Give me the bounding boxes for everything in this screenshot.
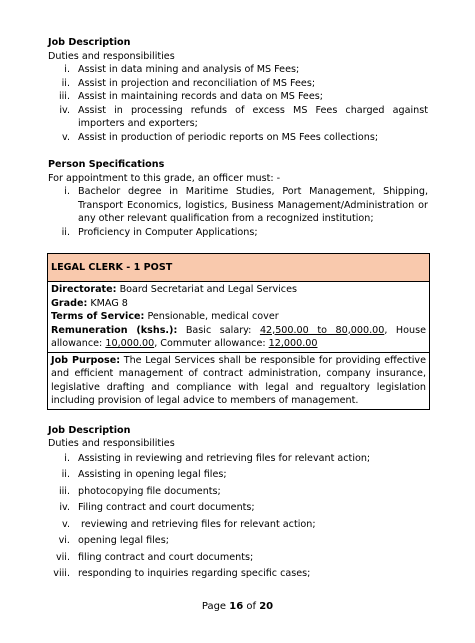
commuter-allowance-label: , Commuter allowance: (154, 338, 266, 349)
list-item-number: ii. (61, 77, 70, 89)
list-item (48, 566, 428, 583)
list-item (48, 226, 428, 240)
page-content (48, 36, 428, 583)
list-item-number: v. (62, 131, 70, 143)
post-info-cell (48, 282, 430, 353)
list-item (48, 63, 428, 77)
list-item (48, 104, 428, 131)
list-item-number: v. (62, 518, 70, 530)
job-purpose-label: Job Purpose: (51, 354, 121, 366)
directorate-row (51, 283, 426, 297)
grade-label: Grade: (51, 297, 88, 309)
job-purpose-text: The Legal Services shall be responsible for providing effective and efficient management of contract administration, company insurance, legislative drafting and compliance with legal and regualtory legislation including provision of legal advice to members of management. (51, 354, 426, 406)
basic-salary-label: Basic salary: (185, 324, 252, 336)
list-item (48, 500, 428, 517)
job-purpose-cell (48, 352, 430, 409)
page-label: Page (201, 601, 230, 612)
list-item-text: Filing contract and court documents; (78, 502, 255, 513)
list-item-text: Assist in data mining and analysis of MS Fees; (78, 64, 300, 75)
list-item (48, 77, 428, 91)
basic-salary-value: 42,500.00 to 80,000.00 (259, 324, 385, 336)
commuter-allowance-value: 12,000.00 (268, 338, 318, 349)
list-item-text: filing contract and court documents; (78, 551, 254, 563)
duties-list (48, 451, 428, 583)
list-item-number: iv. (59, 104, 70, 116)
list-item (48, 90, 428, 104)
terms-label: Terms of Service: (51, 311, 145, 322)
list-item-text: opening legal files; (78, 535, 169, 546)
list-item-number: iii. (58, 485, 70, 497)
list-item-text: Proficiency in Computer Applications; (78, 226, 258, 238)
list-item-number: iv. (59, 502, 70, 513)
list-item (48, 517, 428, 534)
directorate-label: Directorate: (51, 284, 117, 295)
list-item (48, 550, 428, 567)
page-footer (0, 600, 475, 614)
list-item-text: Bachelor degree in Maritime Studies, Port Management, Shipping, Transport Economics, logistics, Business Management/Administration or any other relevant qualification from a recognized institution; (78, 186, 428, 224)
terms-value: Pensionable, medical cover (147, 311, 279, 322)
section-heading: Job Description (48, 424, 131, 436)
grade-value: KMAG 8 (90, 297, 128, 309)
post-title: LEGAL CLERK - 1 POST (48, 254, 430, 282)
list-item (48, 484, 428, 501)
current-page-number: 16 (229, 601, 244, 612)
section-intro: Duties and responsibilities (48, 50, 175, 62)
list-item (48, 451, 428, 468)
list-item-text: Assist in projection and reconciliation of MS Fees; (78, 77, 316, 89)
section-intro: For appointment to this grade, an officer must: - (48, 172, 281, 184)
list-item-text: photocopying file documents; (78, 485, 221, 497)
remuneration-row (51, 324, 426, 351)
list-item (48, 131, 428, 145)
list-item-text: responding to inquiries regarding specific cases; (78, 568, 311, 579)
list-item-text: Assist in processing refunds of excess MS Fees charged against importers and exporters; (78, 104, 428, 129)
list-item-number: i. (64, 452, 70, 464)
list-item-number: vi. (58, 535, 70, 546)
grade-row (51, 297, 426, 311)
total-pages-number: 20 (259, 601, 274, 612)
duties-list (48, 63, 428, 144)
list-item-number: viii. (53, 568, 70, 579)
list-item-text: Assisting in reviewing and retrieving files for relevant action; (78, 452, 371, 464)
terms-row (51, 310, 426, 324)
list-item-text: Assisting in opening legal files; (78, 469, 227, 480)
house-allowance-value: 10,000.00 (105, 338, 155, 349)
list-item-number: ii. (61, 469, 70, 480)
requirements-list (48, 185, 428, 239)
list-item (48, 533, 428, 550)
list-item-number: iii. (58, 91, 70, 102)
post-details-table (47, 253, 430, 410)
section-intro: Duties and responsibilities (48, 438, 175, 449)
list-item-number: ii. (61, 226, 70, 238)
page-of-label: of (243, 601, 260, 612)
list-item-text: reviewing and retrieving files for relevant action; (78, 518, 316, 530)
list-item-number: i. (64, 186, 70, 197)
list-item (48, 185, 428, 226)
list-item-text: Assist in maintaining records and data on MS Fees; (78, 91, 323, 102)
house-allowance-label: , House allowance: (51, 324, 426, 349)
list-item-number: vii. (55, 551, 70, 563)
list-item-text: Assist in production of periodic reports on MS Fees collections; (78, 131, 379, 143)
remuneration-label: Remuneration (kshs.): (51, 324, 178, 336)
section-heading: Job Description (48, 37, 131, 48)
list-item (48, 467, 428, 484)
list-item-number: i. (64, 64, 70, 75)
section-heading: Person Specifications (48, 159, 165, 170)
directorate-value: Board Secretariat and Legal Services (119, 284, 297, 295)
